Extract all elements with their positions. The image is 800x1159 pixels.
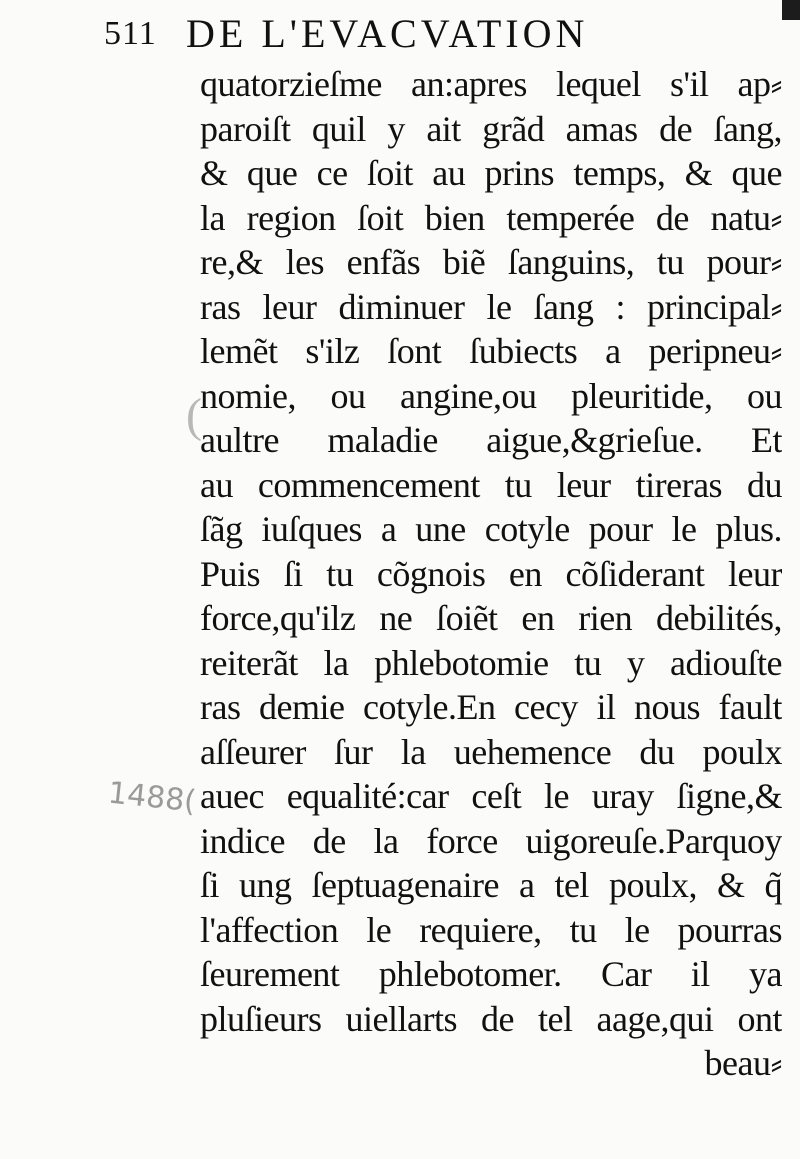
text-line: paroiſt quil y ait grãd amas de ſang, — [200, 108, 782, 149]
text-line: ſeurement phlebotomer. Car il ya — [200, 954, 782, 994]
scan-edge — [782, 0, 800, 20]
text-line: aſſeurer ſur la uehemence du poulx — [200, 731, 782, 772]
margin-bracket: ( — [186, 389, 202, 442]
text-line: auec equalité:car ceſt le uray ſigne,& — [200, 776, 782, 816]
text-line: ſi ung ſeptuagenaire a tel poulx, & q̃ — [200, 865, 782, 905]
text-line: ſãg iuſques a une cotyle pour le plus. — [200, 509, 782, 549]
text-line: l'affection le requiere, tu le pourras — [200, 909, 782, 950]
text-line: force,qu'ilz ne ſoiẽt en rien debilités, — [200, 598, 782, 638]
page-number: 511 — [104, 15, 157, 52]
handwritten-margin-note: 1488( — [106, 775, 198, 820]
text-line: & que ce ſoit au prins temps, & que — [200, 153, 782, 193]
text-line: ras leur diminuer le ſang : principal⸗ — [200, 286, 782, 327]
text-line: Puis ſi tu cõgnois en cõſiderant leur — [200, 553, 782, 594]
text-line: pluſieurs uiellarts de tel aage,qui ont — [200, 998, 782, 1039]
text-line: ras demie cotyle.En cecy il nous fault — [200, 687, 782, 727]
text-line: reiterãt la phlebotomie tu y adiouſte — [200, 642, 782, 683]
text-line: re,& les enfãs biẽ ſanguins, tu pour⸗ — [200, 242, 782, 282]
text-line: nomie, ou angine,ou pleuritide, ou — [200, 375, 782, 416]
text-line: au commencement tu leur tireras du — [200, 464, 782, 505]
text-line: quatorzieſme an:apres lequel s'il ap⸗ — [200, 64, 782, 104]
text-line: lemẽt s'ilz ſont ſubiects a peripneu⸗ — [200, 331, 782, 371]
text-line: aultre maladie aigue,&grieſue. Et — [200, 420, 782, 460]
text-line: indice de la force uigoreuſe.Parquoy — [200, 820, 782, 861]
catchword: beau⸗ — [704, 1043, 782, 1083]
body-text — [200, 62, 782, 1086]
text-line: la region ſoit bien temperée de natu⸗ — [200, 197, 782, 238]
running-head: DE L'EVACVATION — [186, 11, 589, 56]
